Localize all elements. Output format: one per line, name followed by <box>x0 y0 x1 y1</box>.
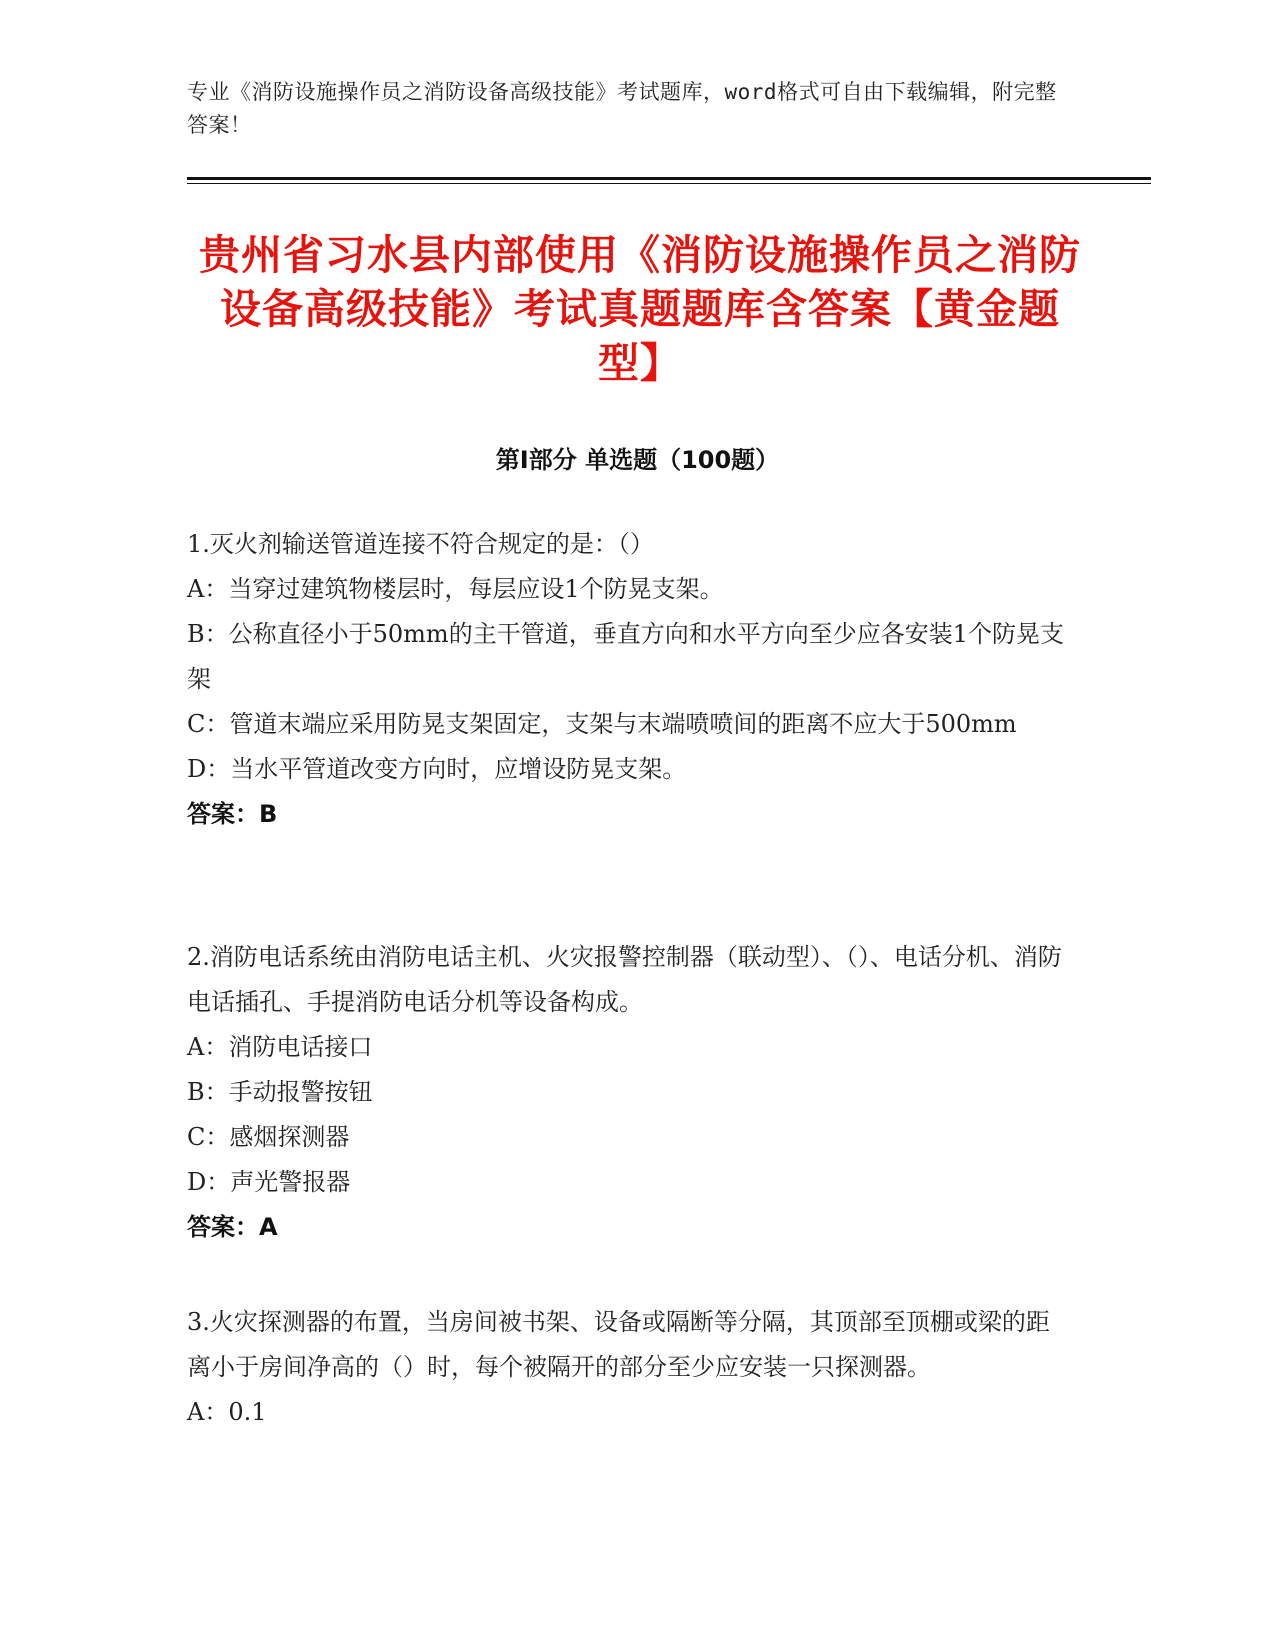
header-note: 专业《消防设施操作员之消防设备高级技能》考试题库，word格式可自由下载编辑，附完整答案！ <box>187 80 1057 137</box>
question-2 <box>187 935 1067 1250</box>
option-a: A：0.1 <box>187 1398 267 1426</box>
option-c: C：感烟探测器 <box>187 1123 350 1151</box>
header-rule-thin <box>187 183 1151 184</box>
question-stem: 3.火灾探测器的布置，当房间被书架、设备或隔断等分隔，其顶部至顶棚或梁的距离小于房间净高的（）时，每个被隔开的部分至少应安装一只探测器。 <box>187 1308 1050 1381</box>
question-1 <box>187 522 1067 837</box>
answer: 答案：B <box>187 800 278 828</box>
option-d: D：声光警报器 <box>187 1168 351 1196</box>
question-3 <box>187 1300 1067 1435</box>
option-d: D：当水平管道改变方向时，应增设防晃支架。 <box>187 755 687 783</box>
option-c: C：管道末端应采用防晃支架固定，支架与末端喷喷间的距离不应大于500mm <box>187 710 1017 738</box>
header-rule-thick <box>187 177 1151 180</box>
question-stem: 2.消防电话系统由消防电话主机、火灾报警控制器（联动型）、（）、电话分机、消防电话插孔、手提消防电话分机等设备构成。 <box>187 943 1062 1016</box>
document-title: 贵州省习水县内部使用《消防设施操作员之消防设备高级技能》考试真题题库含答案【黄金题型】 <box>199 231 1081 387</box>
question-stem: 1.灭火剂输送管道连接不符合规定的是：（） <box>187 530 654 558</box>
answer: 答案：A <box>187 1213 278 1241</box>
option-b: B：手动报警按钮 <box>187 1078 373 1106</box>
option-b: B：公称直径小于50mm的主干管道，垂直方向和水平方向至少应各安装1个防晃支架 <box>187 620 1064 693</box>
option-a: A：当穿过建筑物楼层时，每层应设1个防晃支架。 <box>187 575 724 603</box>
section-heading: 第Ⅰ部分 单选题（100题） <box>495 446 780 474</box>
option-a: A：消防电话接口 <box>187 1033 373 1061</box>
